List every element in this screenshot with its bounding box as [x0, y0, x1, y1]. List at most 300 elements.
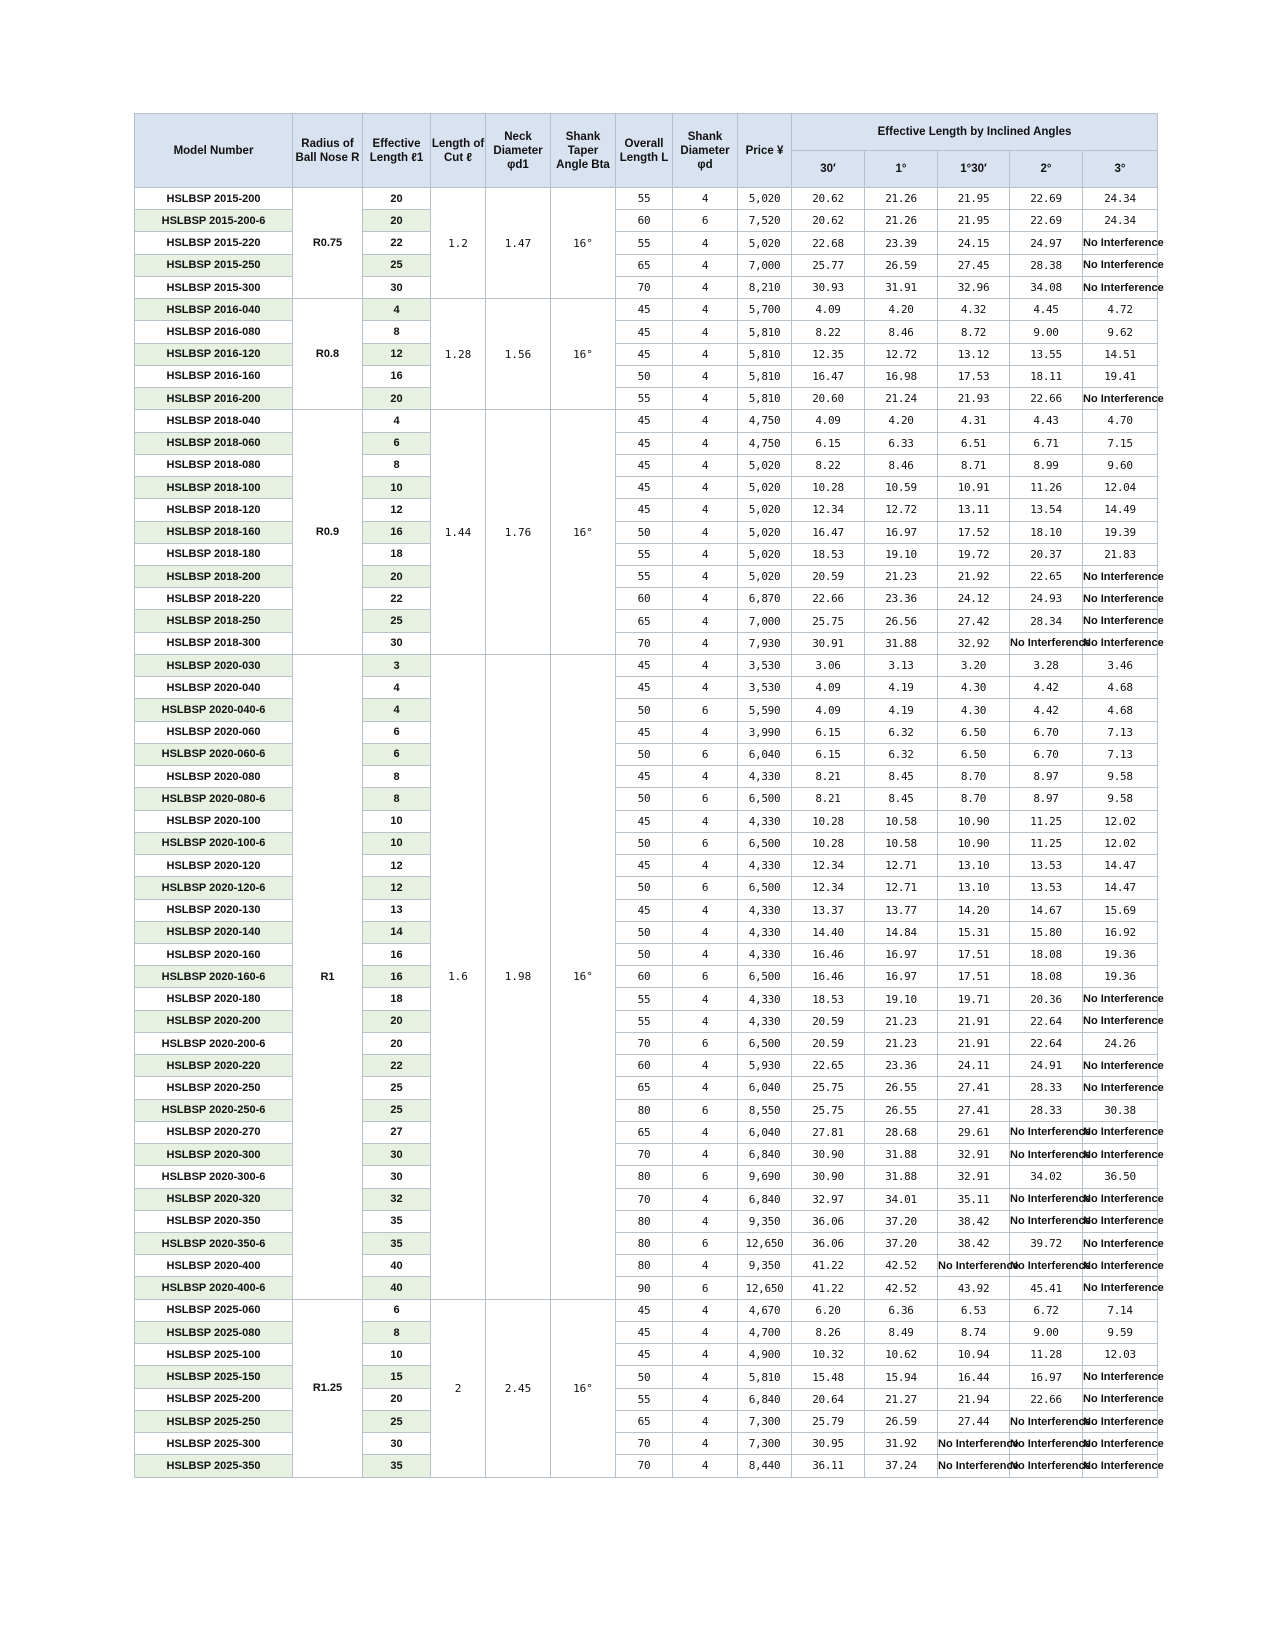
- price-cell: 3,530: [738, 677, 792, 699]
- table-row: [135, 388, 1158, 410]
- price-cell: 5,700: [738, 299, 792, 321]
- angle-length-cell: 6.70: [1010, 721, 1083, 743]
- angle-length-cell: 22.69: [1010, 188, 1083, 210]
- angle-length-cell: 10.94: [938, 1344, 1010, 1366]
- angle-length-cell: 8.71: [938, 454, 1010, 476]
- angle-length-cell: 8.99: [1010, 454, 1083, 476]
- model-number-cell: HSLBSP 2025-200: [135, 1388, 293, 1410]
- overall-length-cell: 70: [616, 1032, 673, 1054]
- angle-length-cell: 34.02: [1010, 1166, 1083, 1188]
- angle-length-cell: No Interference: [1083, 1410, 1158, 1432]
- angle-length-cell: 18.08: [1010, 943, 1083, 965]
- price-cell: 12,650: [738, 1277, 792, 1299]
- table-row: [135, 543, 1158, 565]
- effective-length-cell: 20: [363, 1388, 431, 1410]
- angle-length-cell: 31.88: [865, 632, 938, 654]
- angle-length-cell: 3.06: [792, 654, 865, 676]
- angle-length-cell: 10.28: [792, 477, 865, 499]
- angle-length-cell: 27.41: [938, 1099, 1010, 1121]
- header-effective-length: Effective Length ℓ1: [363, 114, 431, 188]
- angle-length-cell: 17.53: [938, 365, 1010, 387]
- angle-length-cell: 24.93: [1010, 588, 1083, 610]
- shank-diameter-cell: 4: [673, 1188, 738, 1210]
- angle-length-cell: 6.32: [865, 743, 938, 765]
- angle-length-cell: 21.94: [938, 1388, 1010, 1410]
- model-number-cell: HSLBSP 2015-200: [135, 188, 293, 210]
- angle-length-cell: No Interference: [1083, 276, 1158, 298]
- angle-length-cell: 4.43: [1010, 410, 1083, 432]
- angle-length-cell: 4.20: [865, 299, 938, 321]
- angle-length-cell: 27.44: [938, 1410, 1010, 1432]
- angle-length-cell: No Interference: [1083, 988, 1158, 1010]
- effective-length-cell: 12: [363, 499, 431, 521]
- angle-length-cell: 30.91: [792, 632, 865, 654]
- length-of-cut-cell: 2: [431, 1299, 486, 1477]
- effective-length-cell: 10: [363, 810, 431, 832]
- angle-length-cell: 14.47: [1083, 877, 1158, 899]
- angle-length-cell: 8.22: [792, 321, 865, 343]
- overall-length-cell: 70: [616, 1433, 673, 1455]
- angle-length-cell: 24.97: [1010, 232, 1083, 254]
- length-of-cut-cell: 1.2: [431, 188, 486, 299]
- angle-length-cell: 35.11: [938, 1188, 1010, 1210]
- table-row: [135, 632, 1158, 654]
- header-neck-diameter: Neck Diameter φd1: [486, 114, 551, 188]
- price-cell: 3,990: [738, 721, 792, 743]
- effective-length-cell: 6: [363, 1299, 431, 1321]
- angle-length-cell: 9.59: [1083, 1321, 1158, 1343]
- table-row: [135, 1255, 1158, 1277]
- angle-length-cell: 24.34: [1083, 188, 1158, 210]
- angle-length-cell: 12.71: [865, 855, 938, 877]
- angle-length-cell: 4.68: [1083, 677, 1158, 699]
- overall-length-cell: 45: [616, 499, 673, 521]
- effective-length-cell: 10: [363, 1344, 431, 1366]
- overall-length-cell: 45: [616, 454, 673, 476]
- model-number-cell: HSLBSP 2020-400: [135, 1255, 293, 1277]
- length-of-cut-cell: 1.6: [431, 654, 486, 1299]
- model-number-cell: HSLBSP 2025-100: [135, 1344, 293, 1366]
- effective-length-cell: 27: [363, 1121, 431, 1143]
- angle-length-cell: 22.66: [1010, 1388, 1083, 1410]
- angle-length-cell: 14.49: [1083, 499, 1158, 521]
- overall-length-cell: 50: [616, 943, 673, 965]
- angle-length-cell: No Interference: [1083, 1277, 1158, 1299]
- angle-length-cell: 4.09: [792, 699, 865, 721]
- effective-length-cell: 8: [363, 321, 431, 343]
- overall-length-cell: 70: [616, 1188, 673, 1210]
- angle-length-cell: No Interference: [1010, 1144, 1083, 1166]
- shank-diameter-cell: 4: [673, 588, 738, 610]
- price-cell: 4,330: [738, 855, 792, 877]
- angle-length-cell: 6.33: [865, 432, 938, 454]
- angle-length-cell: 10.28: [792, 810, 865, 832]
- price-cell: 5,810: [738, 343, 792, 365]
- model-number-cell: HSLBSP 2020-130: [135, 899, 293, 921]
- angle-length-cell: 23.36: [865, 588, 938, 610]
- effective-length-cell: 20: [363, 188, 431, 210]
- header-angle-2deg: 2°: [1010, 151, 1083, 188]
- angle-length-cell: 29.61: [938, 1121, 1010, 1143]
- angle-length-cell: 13.11: [938, 499, 1010, 521]
- taper-angle-cell: 16°: [551, 1299, 616, 1477]
- angle-length-cell: 22.64: [1010, 1032, 1083, 1054]
- effective-length-cell: 16: [363, 365, 431, 387]
- price-cell: 5,810: [738, 1366, 792, 1388]
- effective-length-cell: 12: [363, 855, 431, 877]
- angle-length-cell: 4.09: [792, 299, 865, 321]
- shank-diameter-cell: 4: [673, 343, 738, 365]
- model-number-cell: HSLBSP 2020-120: [135, 855, 293, 877]
- angle-length-cell: 6.50: [938, 743, 1010, 765]
- angle-length-cell: 13.37: [792, 899, 865, 921]
- angle-length-cell: 10.58: [865, 832, 938, 854]
- angle-length-cell: 16.98: [865, 365, 938, 387]
- angle-length-cell: 16.47: [792, 365, 865, 387]
- angle-length-cell: 14.84: [865, 921, 938, 943]
- angle-length-cell: 24.34: [1083, 210, 1158, 232]
- taper-angle-cell: 16°: [551, 188, 616, 299]
- model-number-cell: HSLBSP 2025-080: [135, 1321, 293, 1343]
- angle-length-cell: 25.75: [792, 1099, 865, 1121]
- effective-length-cell: 8: [363, 1321, 431, 1343]
- angle-length-cell: 15.80: [1010, 921, 1083, 943]
- shank-diameter-cell: 6: [673, 1099, 738, 1121]
- effective-length-cell: 22: [363, 1055, 431, 1077]
- price-cell: 5,930: [738, 1055, 792, 1077]
- model-number-cell: HSLBSP 2020-160: [135, 943, 293, 965]
- overall-length-cell: 50: [616, 1366, 673, 1388]
- table-row: [135, 1144, 1158, 1166]
- angle-length-cell: 18.08: [1010, 966, 1083, 988]
- angle-length-cell: 45.41: [1010, 1277, 1083, 1299]
- angle-length-cell: 10.90: [938, 810, 1010, 832]
- overall-length-cell: 55: [616, 543, 673, 565]
- angle-length-cell: 42.52: [865, 1277, 938, 1299]
- radius-cell: R0.9: [293, 410, 363, 655]
- angle-length-cell: 12.72: [865, 499, 938, 521]
- angle-length-cell: 8.46: [865, 454, 938, 476]
- table-row: [135, 743, 1158, 765]
- shank-diameter-cell: 4: [673, 654, 738, 676]
- angle-length-cell: 4.30: [938, 699, 1010, 721]
- price-cell: 7,300: [738, 1433, 792, 1455]
- angle-length-cell: 26.55: [865, 1099, 938, 1121]
- header-price: Price ¥: [738, 114, 792, 188]
- angle-length-cell: 23.36: [865, 1055, 938, 1077]
- shank-diameter-cell: 6: [673, 1233, 738, 1255]
- angle-length-cell: 4.45: [1010, 299, 1083, 321]
- shank-diameter-cell: 4: [673, 1321, 738, 1343]
- angle-length-cell: 19.41: [1083, 365, 1158, 387]
- table-row: [135, 1388, 1158, 1410]
- angle-length-cell: 8.22: [792, 454, 865, 476]
- model-number-cell: HSLBSP 2015-220: [135, 232, 293, 254]
- angle-length-cell: No Interference: [1083, 254, 1158, 276]
- angle-length-cell: 41.22: [792, 1277, 865, 1299]
- angle-length-cell: 14.20: [938, 899, 1010, 921]
- effective-length-cell: 40: [363, 1277, 431, 1299]
- angle-length-cell: 30.90: [792, 1144, 865, 1166]
- effective-length-cell: 20: [363, 210, 431, 232]
- effective-length-cell: 6: [363, 743, 431, 765]
- shank-diameter-cell: 4: [673, 1455, 738, 1477]
- model-number-cell: HSLBSP 2020-100: [135, 810, 293, 832]
- angle-length-cell: 19.10: [865, 988, 938, 1010]
- overall-length-cell: 50: [616, 921, 673, 943]
- angle-length-cell: 17.51: [938, 943, 1010, 965]
- angle-length-cell: 25.75: [792, 1077, 865, 1099]
- shank-diameter-cell: 6: [673, 1277, 738, 1299]
- overall-length-cell: 50: [616, 699, 673, 721]
- angle-length-cell: 38.42: [938, 1210, 1010, 1232]
- shank-diameter-cell: 6: [673, 699, 738, 721]
- angle-length-cell: 21.92: [938, 565, 1010, 587]
- price-cell: 4,330: [738, 899, 792, 921]
- angle-length-cell: 13.55: [1010, 343, 1083, 365]
- table-row: [135, 1455, 1158, 1477]
- angle-length-cell: 22.65: [792, 1055, 865, 1077]
- effective-length-cell: 30: [363, 632, 431, 654]
- angle-length-cell: 3.13: [865, 654, 938, 676]
- angle-length-cell: No Interference: [1083, 1255, 1158, 1277]
- angle-length-cell: 21.23: [865, 565, 938, 587]
- model-number-cell: HSLBSP 2020-100-6: [135, 832, 293, 854]
- shank-diameter-cell: 4: [673, 388, 738, 410]
- model-number-cell: HSLBSP 2020-300-6: [135, 1166, 293, 1188]
- shank-diameter-cell: 4: [673, 1388, 738, 1410]
- overall-length-cell: 50: [616, 743, 673, 765]
- model-number-cell: HSLBSP 2020-200-6: [135, 1032, 293, 1054]
- angle-length-cell: 37.24: [865, 1455, 938, 1477]
- angle-length-cell: 6.15: [792, 721, 865, 743]
- shank-diameter-cell: 4: [673, 899, 738, 921]
- angle-length-cell: 32.91: [938, 1166, 1010, 1188]
- price-cell: 6,040: [738, 1077, 792, 1099]
- table-row: [135, 299, 1158, 321]
- table-row: [135, 810, 1158, 832]
- angle-length-cell: 41.22: [792, 1255, 865, 1277]
- angle-length-cell: 10.91: [938, 477, 1010, 499]
- price-cell: 5,020: [738, 188, 792, 210]
- angle-length-cell: 4.72: [1083, 299, 1158, 321]
- model-number-cell: HSLBSP 2016-040: [135, 299, 293, 321]
- angle-length-cell: No Interference: [1083, 1455, 1158, 1477]
- angle-length-cell: 10.62: [865, 1344, 938, 1366]
- angle-length-cell: 22.68: [792, 232, 865, 254]
- header-angle-1deg: 1°: [865, 151, 938, 188]
- angle-length-cell: 28.34: [1010, 610, 1083, 632]
- angle-length-cell: 10.32: [792, 1344, 865, 1366]
- price-cell: 5,810: [738, 388, 792, 410]
- angle-length-cell: 42.52: [865, 1255, 938, 1277]
- shank-diameter-cell: 6: [673, 210, 738, 232]
- effective-length-cell: 25: [363, 610, 431, 632]
- angle-length-cell: 13.53: [1010, 855, 1083, 877]
- price-cell: 4,330: [738, 921, 792, 943]
- angle-length-cell: 18.53: [792, 988, 865, 1010]
- angle-length-cell: No Interference: [1083, 588, 1158, 610]
- angle-length-cell: 24.15: [938, 232, 1010, 254]
- angle-length-cell: 17.51: [938, 966, 1010, 988]
- header-overall-length: Overall Length L: [616, 114, 673, 188]
- angle-length-cell: 8.70: [938, 788, 1010, 810]
- table-row: [135, 410, 1158, 432]
- angle-length-cell: 28.33: [1010, 1099, 1083, 1121]
- overall-length-cell: 45: [616, 654, 673, 676]
- angle-length-cell: 15.48: [792, 1366, 865, 1388]
- angle-length-cell: No Interference: [1010, 1255, 1083, 1277]
- table-row: [135, 1077, 1158, 1099]
- overall-length-cell: 50: [616, 365, 673, 387]
- overall-length-cell: 90: [616, 1277, 673, 1299]
- angle-length-cell: 6.32: [865, 721, 938, 743]
- model-number-cell: HSLBSP 2020-140: [135, 921, 293, 943]
- effective-length-cell: 3: [363, 654, 431, 676]
- price-cell: 6,500: [738, 832, 792, 854]
- effective-length-cell: 12: [363, 343, 431, 365]
- angle-length-cell: No Interference: [1010, 1410, 1083, 1432]
- angle-length-cell: 21.27: [865, 1388, 938, 1410]
- table-row: [135, 565, 1158, 587]
- price-cell: 6,840: [738, 1144, 792, 1166]
- table-row: [135, 699, 1158, 721]
- model-number-cell: HSLBSP 2020-120-6: [135, 877, 293, 899]
- price-cell: 5,810: [738, 321, 792, 343]
- angle-length-cell: 4.42: [1010, 677, 1083, 699]
- angle-length-cell: 22.64: [1010, 1010, 1083, 1032]
- table-row: [135, 588, 1158, 610]
- angle-length-cell: 8.26: [792, 1321, 865, 1343]
- effective-length-cell: 4: [363, 699, 431, 721]
- angle-length-cell: 3.46: [1083, 654, 1158, 676]
- effective-length-cell: 30: [363, 1433, 431, 1455]
- table-row: [135, 899, 1158, 921]
- effective-length-cell: 4: [363, 410, 431, 432]
- model-number-cell: HSLBSP 2025-060: [135, 1299, 293, 1321]
- model-number-cell: HSLBSP 2018-080: [135, 454, 293, 476]
- angle-length-cell: 25.75: [792, 610, 865, 632]
- angle-length-cell: 32.92: [938, 632, 1010, 654]
- effective-length-cell: 32: [363, 1188, 431, 1210]
- model-number-cell: HSLBSP 2020-270: [135, 1121, 293, 1143]
- angle-length-cell: 10.58: [865, 810, 938, 832]
- angle-length-cell: No Interference: [1010, 1188, 1083, 1210]
- effective-length-cell: 13: [363, 899, 431, 921]
- effective-length-cell: 35: [363, 1210, 431, 1232]
- effective-length-cell: 35: [363, 1455, 431, 1477]
- angle-length-cell: 21.91: [938, 1032, 1010, 1054]
- overall-length-cell: 45: [616, 721, 673, 743]
- price-cell: 4,900: [738, 1344, 792, 1366]
- table-body: [135, 188, 1164, 1478]
- model-number-cell: HSLBSP 2020-320: [135, 1188, 293, 1210]
- overall-length-cell: 60: [616, 210, 673, 232]
- angle-length-cell: 31.88: [865, 1166, 938, 1188]
- price-cell: 6,840: [738, 1188, 792, 1210]
- price-cell: 4,330: [738, 810, 792, 832]
- angle-length-cell: 12.34: [792, 877, 865, 899]
- table-row: [135, 788, 1158, 810]
- model-number-cell: HSLBSP 2018-040: [135, 410, 293, 432]
- table-row: [135, 276, 1158, 298]
- price-cell: 8,440: [738, 1455, 792, 1477]
- angle-length-cell: 15.94: [865, 1366, 938, 1388]
- angle-length-cell: 43.92: [938, 1277, 1010, 1299]
- angle-length-cell: 28.33: [1010, 1077, 1083, 1099]
- angle-length-cell: 6.53: [938, 1299, 1010, 1321]
- overall-length-cell: 80: [616, 1166, 673, 1188]
- angle-length-cell: 26.59: [865, 1410, 938, 1432]
- angle-length-cell: 38.42: [938, 1233, 1010, 1255]
- shank-diameter-cell: 4: [673, 632, 738, 654]
- angle-length-cell: 20.59: [792, 1010, 865, 1032]
- effective-length-cell: 18: [363, 543, 431, 565]
- effective-length-cell: 20: [363, 565, 431, 587]
- angle-length-cell: No Interference: [1083, 388, 1158, 410]
- price-cell: 6,500: [738, 966, 792, 988]
- shank-diameter-cell: 4: [673, 321, 738, 343]
- shank-diameter-cell: 4: [673, 810, 738, 832]
- angle-length-cell: 9.00: [1010, 321, 1083, 343]
- angle-length-cell: 34.01: [865, 1188, 938, 1210]
- shank-diameter-cell: 6: [673, 832, 738, 854]
- angle-length-cell: 12.34: [792, 855, 865, 877]
- effective-length-cell: 8: [363, 454, 431, 476]
- header-length-of-cut: Length of Cut ℓ: [431, 114, 486, 188]
- angle-length-cell: 12.02: [1083, 832, 1158, 854]
- angle-length-cell: 22.65: [1010, 565, 1083, 587]
- header-inclined-angles: Effective Length by Inclined Angles: [792, 114, 1158, 151]
- angle-length-cell: 27.42: [938, 610, 1010, 632]
- shank-diameter-cell: 4: [673, 299, 738, 321]
- effective-length-cell: 30: [363, 1166, 431, 1188]
- angle-length-cell: 32.97: [792, 1188, 865, 1210]
- angle-length-cell: No Interference: [1083, 1388, 1158, 1410]
- angle-length-cell: 8.45: [865, 788, 938, 810]
- angle-length-cell: 12.71: [865, 877, 938, 899]
- angle-length-cell: No Interference: [1083, 1233, 1158, 1255]
- angle-length-cell: 25.77: [792, 254, 865, 276]
- shank-diameter-cell: 4: [673, 1010, 738, 1032]
- effective-length-cell: 10: [363, 477, 431, 499]
- effective-length-cell: 8: [363, 766, 431, 788]
- angle-length-cell: 9.00: [1010, 1321, 1083, 1343]
- price-cell: 5,590: [738, 699, 792, 721]
- angle-length-cell: 13.10: [938, 877, 1010, 899]
- angle-length-cell: No Interference: [1083, 610, 1158, 632]
- table-row: [135, 654, 1158, 676]
- table-row: [135, 1188, 1158, 1210]
- price-cell: 6,840: [738, 1388, 792, 1410]
- shank-diameter-cell: 4: [673, 1366, 738, 1388]
- shank-diameter-cell: 4: [673, 1055, 738, 1077]
- angle-length-cell: 7.13: [1083, 743, 1158, 765]
- table-row: [135, 677, 1158, 699]
- angle-length-cell: 4.31: [938, 410, 1010, 432]
- shank-diameter-cell: 6: [673, 1032, 738, 1054]
- angle-length-cell: 20.64: [792, 1388, 865, 1410]
- overall-length-cell: 80: [616, 1210, 673, 1232]
- angle-length-cell: No Interference: [1083, 1077, 1158, 1099]
- angle-length-cell: 13.10: [938, 855, 1010, 877]
- neck-diameter-cell: 1.98: [486, 654, 551, 1299]
- angle-length-cell: 20.59: [792, 1032, 865, 1054]
- shank-diameter-cell: 4: [673, 365, 738, 387]
- angle-length-cell: 18.10: [1010, 521, 1083, 543]
- angle-length-cell: 6.36: [865, 1299, 938, 1321]
- model-number-cell: HSLBSP 2020-040-6: [135, 699, 293, 721]
